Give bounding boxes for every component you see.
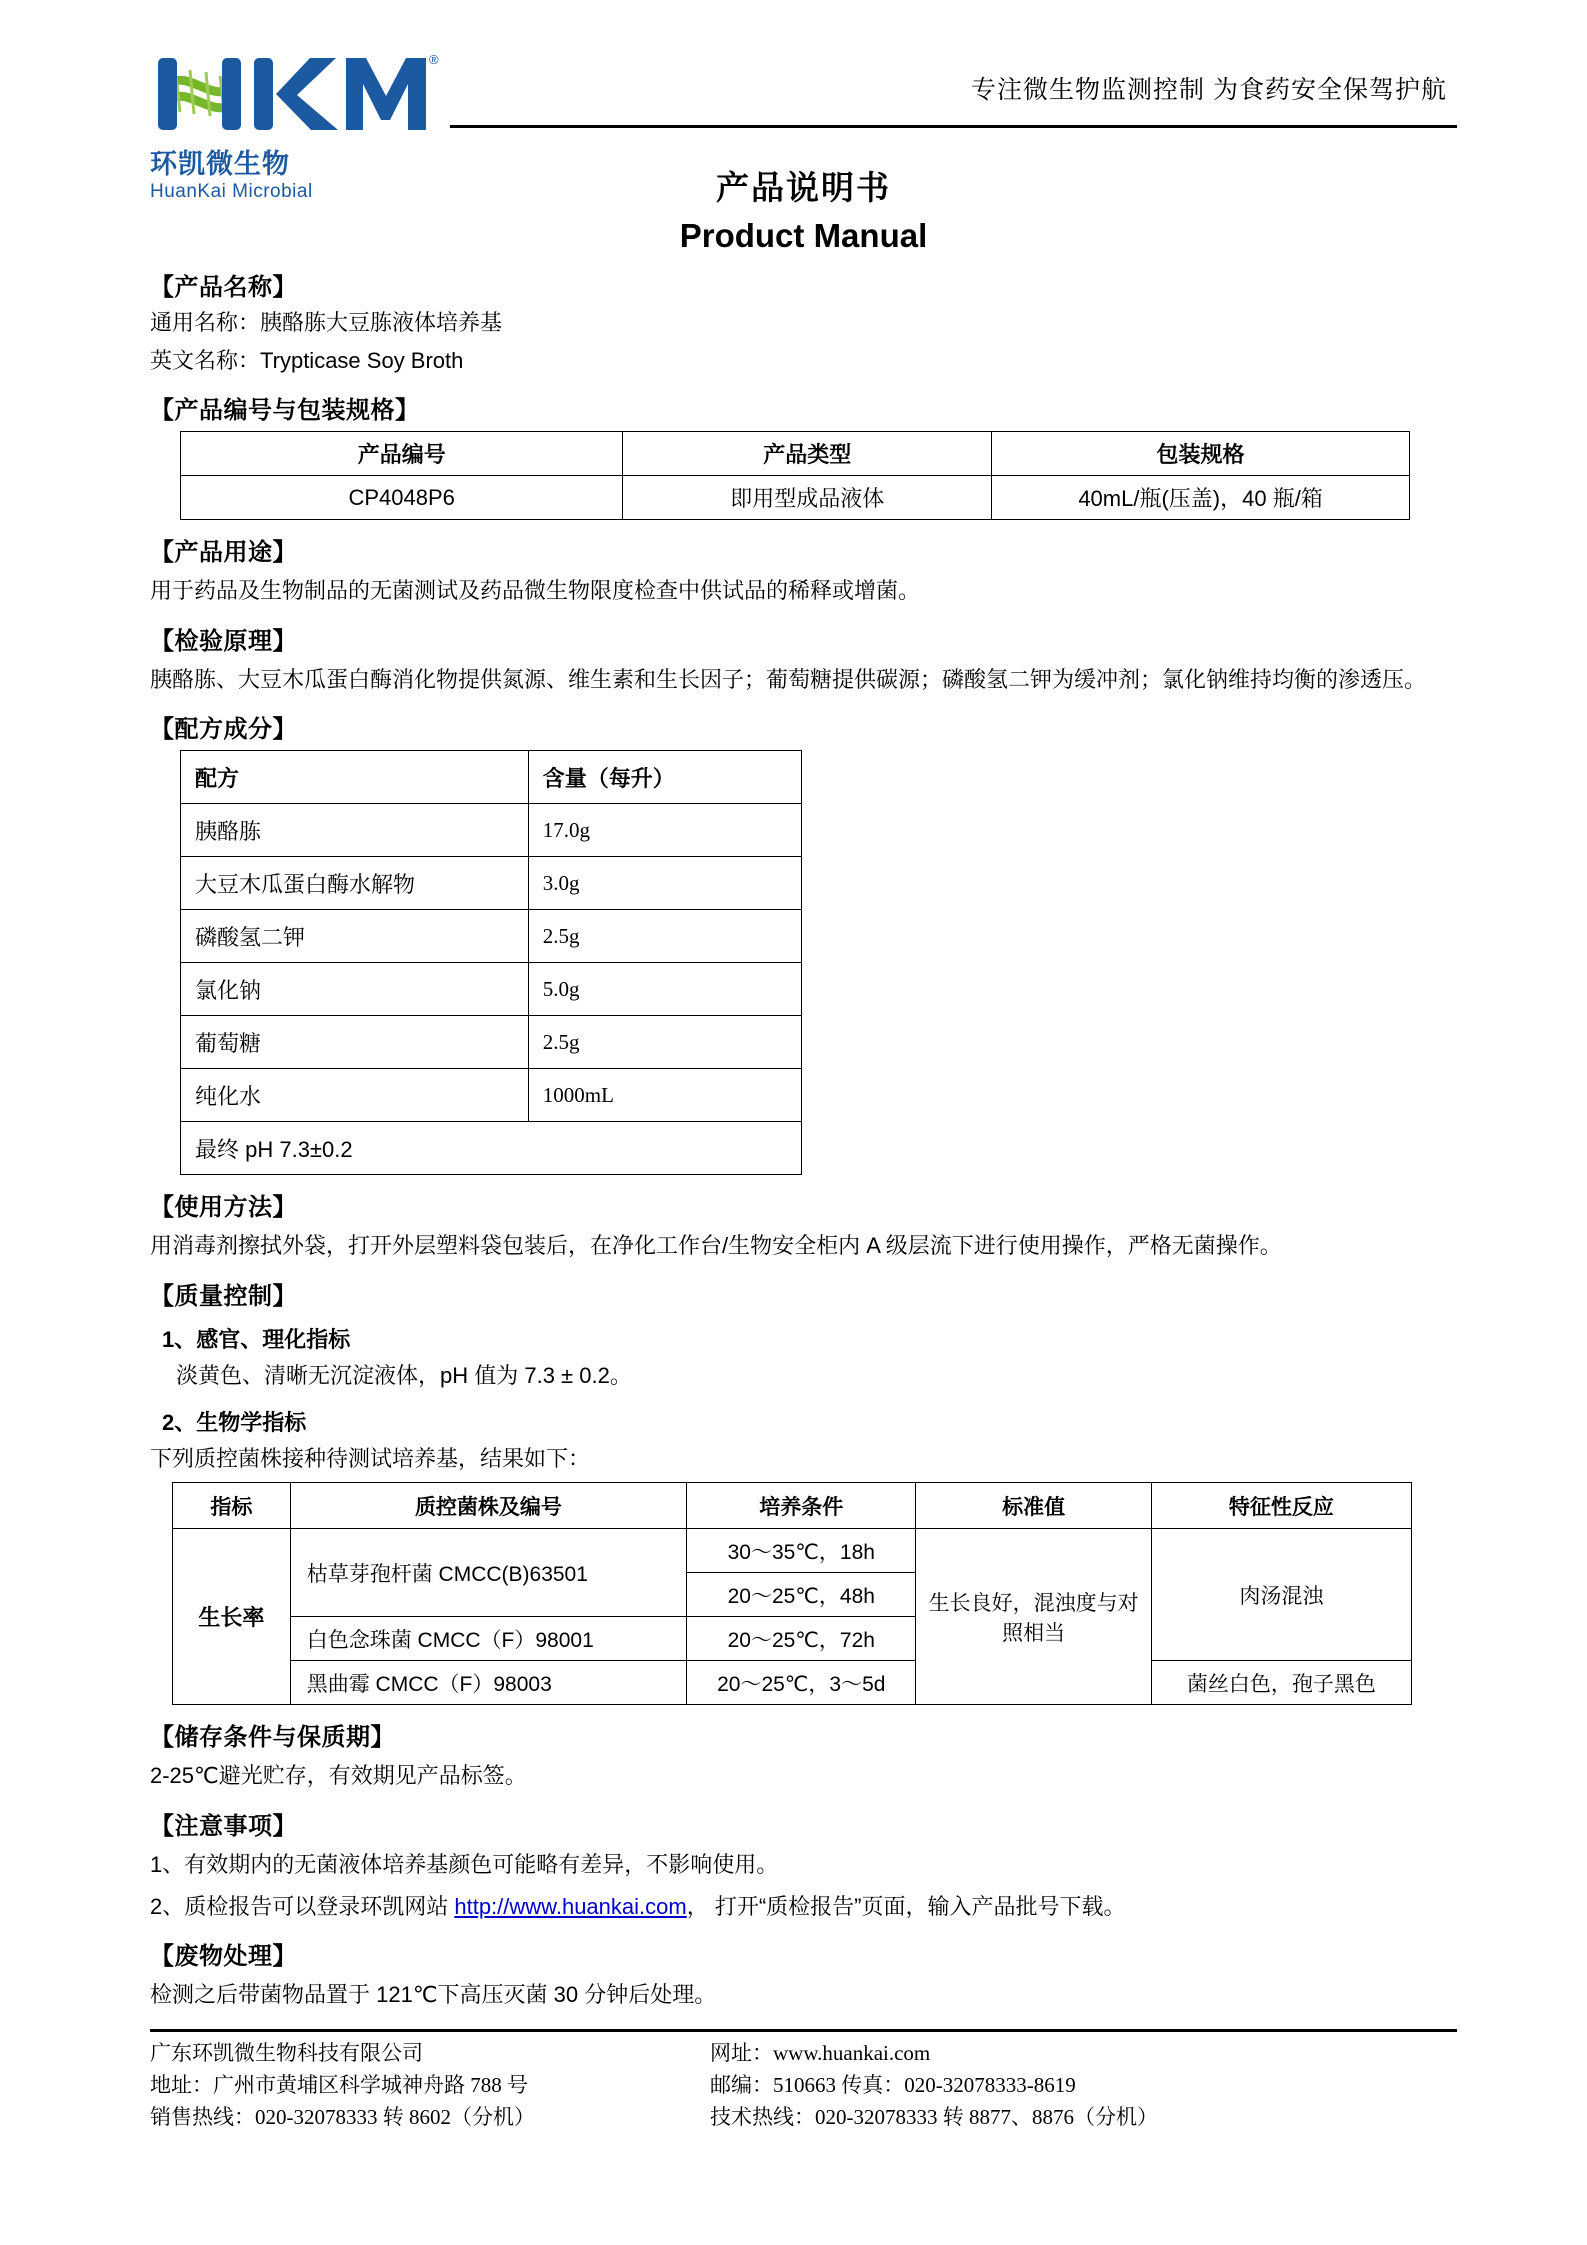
- table-row: [181, 857, 802, 910]
- table-row-ph: [181, 1122, 802, 1175]
- formula-name: 大豆木瓜蛋白酶水解物: [181, 857, 529, 910]
- formula-col-name: 配方: [181, 751, 529, 804]
- footer-website: 网址：www.huankai.com: [710, 2040, 931, 2065]
- formula-amount: 2.5g: [528, 910, 801, 963]
- formula-amount: 1000mL: [528, 1069, 801, 1122]
- spec-table: [180, 431, 1410, 520]
- table-row: [173, 1529, 1412, 1573]
- table-row: [181, 804, 802, 857]
- bio-index-label: 生长率: [173, 1529, 291, 1705]
- bio-reaction-broth: 肉汤混浊: [1151, 1529, 1411, 1661]
- header-slogan: 专注微生物监测控制 为食药安全保驾护航: [971, 76, 1447, 104]
- footer-postal-fax: 邮编：510663 传真：020-32078333-8619: [710, 2072, 1076, 2097]
- table-row: [181, 910, 802, 963]
- bio-strain-3: 白色念珠菌 CMCC（F）98001: [290, 1617, 686, 1661]
- bio-condition-4: 20～25℃，3～5d: [687, 1661, 916, 1705]
- formula-name: 葡萄糖: [181, 1016, 529, 1069]
- bio-strain-1: 枯草芽孢杆菌 CMCC(B)63501: [290, 1529, 686, 1617]
- common-name-value: 胰酪胨大豆胨液体培养基: [260, 310, 503, 335]
- section-usage-heading: 【产品用途】: [150, 539, 297, 567]
- english-name-line: [150, 344, 1457, 378]
- formula-table-header-row: [181, 751, 802, 804]
- table-row: [181, 476, 1410, 520]
- table-row: [173, 1661, 1412, 1705]
- formula-ph: 最终 pH 7.3±0.2: [181, 1122, 802, 1175]
- bio-table-header-row: [173, 1483, 1412, 1529]
- table-row: [181, 1016, 802, 1069]
- section-method-heading: 【使用方法】: [150, 1194, 297, 1222]
- header-slogan-wrap: [450, 28, 1457, 106]
- method-text: 用消毒剂擦拭外袋，打开外层塑料袋包装后，在净化工作台/生物安全柜内 A 级层流下进行使用操作，严格无菌操作。: [150, 1233, 1282, 1259]
- usage-text: 用于药品及生物制品的无菌测试及药品微生物限度检查中供试品的稀释或增菌。: [150, 578, 921, 604]
- formula-col-amount: 含量（每升）: [528, 751, 801, 804]
- table-row: [181, 963, 802, 1016]
- section-product-name-heading: 【产品名称】: [150, 274, 297, 301]
- logo-chinese-name: 环凯微生物: [150, 149, 290, 179]
- table-row: [181, 1069, 802, 1122]
- english-name-label: 英文名称：: [150, 348, 261, 374]
- waste-text: 检测之后带菌物品置于 121℃下高压灭菌 30 分钟后处理。: [150, 1982, 717, 2008]
- notes-item-1: 1、有效期内的无菌液体培养基颜色可能略有差异，不影响使用。: [150, 1851, 779, 1877]
- storage-text: 2-25℃避光贮存，有效期见产品标签。: [150, 1763, 527, 1789]
- footer-left-column: [150, 2038, 710, 2134]
- footer-address: 地址：广州市黄埔区科学城神舟路 788 号: [150, 2072, 528, 2097]
- footer-right-column: [710, 2038, 1457, 2134]
- svg-text:®: ®: [429, 52, 439, 67]
- bio-col-reaction: 特征性反应: [1151, 1483, 1411, 1529]
- bio-condition-1: 30～35℃，18h: [687, 1529, 916, 1573]
- bio-standard-value: 生长良好，混浊度与对照相当: [916, 1529, 1151, 1705]
- footer-sales-hotline: 销售热线：020-32078333 转 8602（分机）: [150, 2104, 535, 2129]
- spec-value-package: 40mL/瓶(压盖)，40 瓶/箱: [992, 476, 1410, 520]
- spec-col-type: 产品类型: [623, 432, 992, 476]
- section-principle-heading: 【检验原理】: [150, 627, 297, 655]
- page-title-en: Product Manual: [679, 217, 928, 254]
- bio-col-condition: 培养条件: [687, 1483, 916, 1529]
- formula-amount: 3.0g: [528, 857, 801, 910]
- notes-item-2-post: ， 打开“质检报告”页面，输入产品批号下载。: [686, 1893, 1126, 1919]
- formula-table: [180, 750, 802, 1175]
- spec-value-code: CP4048P6: [181, 476, 623, 520]
- common-name-label: 通用名称：: [150, 310, 261, 335]
- spec-table-header-row: [181, 432, 1410, 476]
- hkm-logo-icon: [150, 40, 440, 148]
- footer-company: 广东环凯微生物科技有限公司: [150, 2040, 423, 2065]
- logo-english-name: HuanKai Microbial: [150, 181, 313, 202]
- notes-item-2: [150, 1889, 1457, 1925]
- common-name-line: [150, 306, 1457, 340]
- bio-reaction-mold: 菌丝白色，孢子黑色: [1151, 1661, 1411, 1705]
- section-storage-heading: 【储存条件与保质期】: [150, 1724, 395, 1752]
- notes-item-2-pre: 2、质检报告可以登录环凯网站: [150, 1893, 455, 1919]
- principle-text: 胰酪胨、大豆木瓜蛋白酶消化物提供氮源、维生素和生长因子；葡萄糖提供碳源；磷酸氢二钾为缓冲剂；氯化钠维持均衡的渗透压。: [150, 666, 1427, 692]
- quality-sub2-intro: 下列质控菌株接种待测试培养基，结果如下：: [150, 1445, 591, 1471]
- quality-sub2-heading: 2、生物学指标: [162, 1409, 307, 1435]
- formula-amount: 2.5g: [528, 1016, 801, 1069]
- company-logo: [150, 28, 450, 203]
- formula-amount: 5.0g: [528, 963, 801, 1016]
- formula-name: 氯化钠: [181, 963, 529, 1016]
- bio-col-index: 指标: [173, 1483, 291, 1529]
- section-spec-heading: 【产品编号与包装规格】: [150, 397, 420, 425]
- header-divider: [450, 125, 1457, 128]
- footer-tech-hotline: 技术热线：020-32078333 转 8877、8876（分机）: [710, 2104, 1158, 2129]
- bio-strain-4: 黑曲霉 CMCC（F）98003: [290, 1661, 686, 1705]
- section-notes-heading: 【注意事项】: [150, 1812, 297, 1840]
- bio-col-standard: 标准值: [916, 1483, 1151, 1529]
- huankai-website-link[interactable]: http://www.huankai.com: [454, 1893, 687, 1919]
- page-title-cn: 产品说明书: [716, 169, 891, 206]
- english-name-value: Trypticase Soy Broth: [260, 348, 464, 374]
- formula-amount: 17.0g: [528, 804, 801, 857]
- formula-name: 胰酪胨: [181, 804, 529, 857]
- formula-name: 磷酸氢二钾: [181, 910, 529, 963]
- quality-sub1-heading: 1、感官、理化指标: [162, 1327, 351, 1353]
- section-waste-heading: 【废物处理】: [150, 1943, 297, 1971]
- bio-condition-2: 20～25℃，48h: [687, 1573, 916, 1617]
- section-formula-heading: 【配方成分】: [150, 716, 297, 744]
- bio-condition-3: 20～25℃，72h: [687, 1617, 916, 1661]
- bio-col-strain: 质控菌株及编号: [290, 1483, 686, 1529]
- spec-col-package: 包装规格: [992, 432, 1410, 476]
- section-quality-heading: 【质量控制】: [150, 1283, 297, 1311]
- page-footer: [150, 2032, 1457, 2134]
- spec-col-code: 产品编号: [181, 432, 623, 476]
- biological-indicator-table: [172, 1482, 1412, 1705]
- quality-sub1-text: 淡黄色、清晰无沉淀液体，pH 值为 7.3 ± 0.2。: [176, 1363, 632, 1389]
- formula-name: 纯化水: [181, 1069, 529, 1122]
- spec-value-type: 即用型成品液体: [623, 476, 992, 520]
